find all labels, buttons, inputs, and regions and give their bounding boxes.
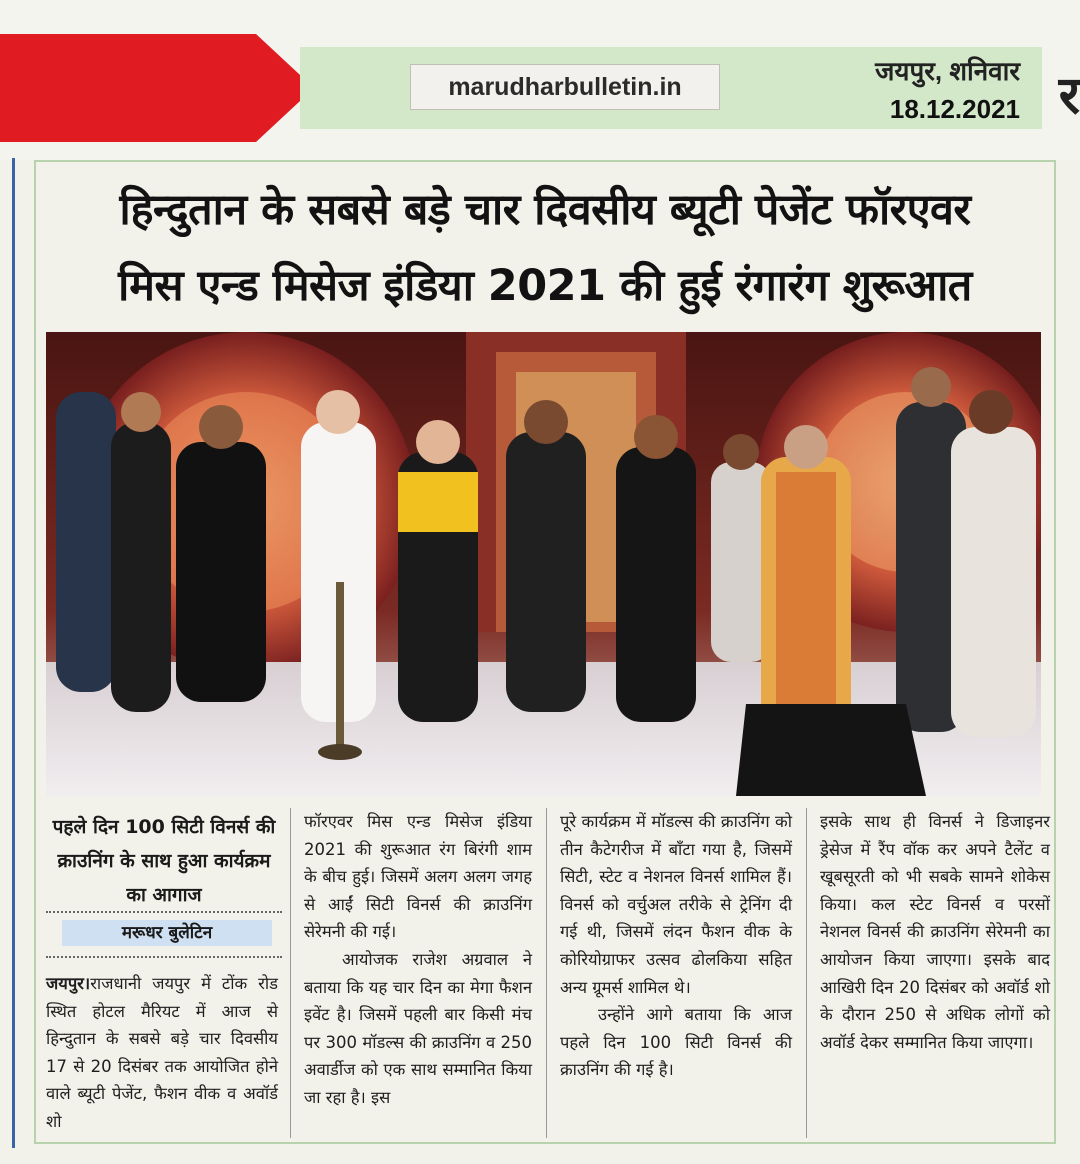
stage-scene-illustration (46, 332, 1041, 796)
left-margin-rule (12, 158, 15, 1148)
column-2 (304, 808, 532, 1112)
column-4 (820, 808, 1050, 1056)
website-url: marudharbulletin.in (410, 64, 720, 110)
event-photo (46, 332, 1041, 796)
dateline (875, 52, 1020, 128)
headline-line-2: मिस एन्ड मिसेज इंडिया 2021 की हुई रंगारंग शुरूआत (118, 261, 972, 311)
column-rule (546, 808, 547, 1138)
dotted-divider-top (46, 911, 282, 913)
issue-date: 18.12.2021 (889, 94, 1020, 124)
masthead-band (0, 0, 1080, 160)
cropped-edge-glyph: र (1058, 66, 1080, 126)
byline-label: मरूधर बुलेटिन (62, 920, 272, 946)
paragraph-1 (46, 970, 278, 1136)
paragraph-3: आयोजक राजेश अग्रवाल ने बताया कि यह चार दिन का मेगा फैशन इवेंट है। जिसमें पहली बार किसी मंच पर 300 मॉडल्स की क्राउनिंग व 250 अवार्डीज को एक साथ सम्मानित किया जा रहा है। इस (304, 949, 532, 1107)
article-subheading: पहले दिन 100 सिटी विनर्स की क्राउनिंग के साथ हुआ कार्यक्रम का आगाज (52, 816, 276, 906)
place-dateline: जयपुर। (46, 974, 91, 993)
paragraph-6: इसके साथ ही विनर्स ने डिजाइनर ड्रेसेज में रैंप वॉक कर अपने टैलेंट व खूबसूरती को भी सबके सामने शोकेस किया। कल स्टेट विनर्स व परसों नेशनल विनर्स की क्राउनिंग सेरेमनी का आयोजन किया जाएगा। इसके बाद आखिरी दिन 20 दिसंबर को अवॉर्ड शो के दौरान 250 से अधिक लोगों को अवॉर्ड देकर सम्मानित किया जाएगा। (820, 812, 1050, 1052)
paragraph-4: पूरे कार्यक्रम में मॉडल्स की क्राउनिंग को तीन कैटेगरीज में बाँटा गया है, जिसमें सिटी, स्टेट व नेशनल विनर्स शामिल हैं। विनर्स को वर्चुअल तरीके से ट्रेनिंग दी गई थी, जिसमें लंदन फैशन वीक के कोरियोग्राफर उत्सव ढोलकिया सहित अन्य ग्रूमर्स शामिल थे। (560, 812, 792, 997)
article-headline (48, 172, 1042, 324)
column-rule (806, 808, 807, 1138)
red-arrow-graphic (0, 34, 320, 142)
column-3 (560, 808, 792, 1084)
column-1 (46, 970, 278, 1136)
city-day: जयपुर, शनिवार (875, 56, 1020, 86)
column-rule (290, 808, 291, 1138)
headline-line-1: हिन्दुतान के सबसे बड़े चार दिवसीय ब्यूटी पेजेंट फॉरएवर (119, 185, 971, 235)
paragraph-2: फॉरएवर मिस एन्ड मिसेज इंडिया 2021 की शुरूआत रंग बिरंगी शाम के बीच हुई। जिसमें अलग अलग जगह से आईं सिटी विनर्स की क्राउनिंग सेरेमनी की गई। (304, 812, 532, 942)
paragraph-1-text: राजधानी जयपुर में टोंक रोड स्थित होटल मैरियट में आज से हिन्दुतान के सबसे बड़े चार दिवसीय 17 से 20 दिसंबर तक आयोजित होने वाले ब्यूटी पेजेंट, फैशन वीक व अवॉर्ड शो (46, 974, 278, 1131)
paragraph-5: उन्होंने आगे बताया कि आज पहले दिन 100 सिटी विनर्स की क्राउनिंग की गई है। (560, 1005, 792, 1080)
dotted-divider-bottom (46, 956, 282, 958)
